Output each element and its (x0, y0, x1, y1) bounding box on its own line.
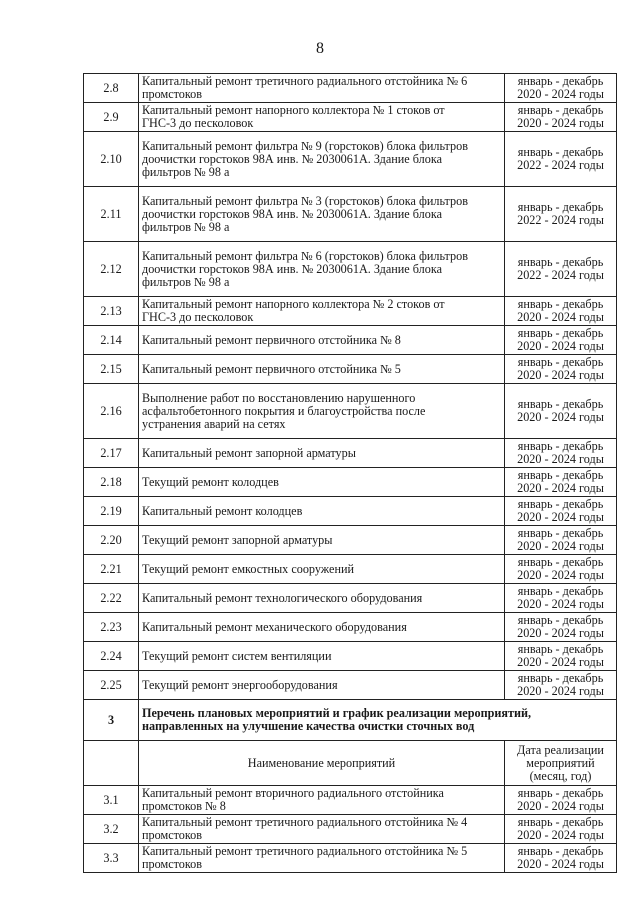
row-number: 2.11 (84, 187, 139, 242)
implementation-date (505, 242, 617, 297)
measure-name-line: Капитальный ремонт фильтра № 6 (горстоков) блока фильтров (142, 248, 468, 263)
measure-name-line: доочистки горстоков 98А инв. № 2030061А. Здание блока (142, 206, 442, 221)
implementation-date-line: 2022 - 2024 годы (517, 213, 604, 227)
implementation-date-line: январь - декабрь (517, 815, 604, 829)
table-row (84, 326, 617, 355)
implementation-date-line: 2020 - 2024 годы (517, 857, 604, 871)
implementation-date-line: 2020 - 2024 годы (517, 597, 604, 611)
implementation-date (505, 326, 617, 355)
implementation-date (505, 355, 617, 384)
implementation-date-line: январь - декабрь (517, 397, 604, 411)
row-number: 2.18 (84, 468, 139, 497)
measure-name-line: Капитальный ремонт технологического оборудования (142, 590, 423, 605)
measure-name (139, 297, 505, 326)
implementation-date (505, 132, 617, 187)
row-number: 2.19 (84, 497, 139, 526)
measure-name (139, 326, 505, 355)
measure-name-line: фильтров № 98 а (142, 274, 230, 289)
row-number: 2.9 (84, 103, 139, 132)
implementation-date-line: 2020 - 2024 годы (517, 655, 604, 669)
table-row (84, 815, 617, 844)
table-row (84, 355, 617, 384)
row-number: 2.21 (84, 555, 139, 584)
measure-name-line: Текущий ремонт систем вентиляции (142, 648, 332, 663)
row-number: 2.13 (84, 297, 139, 326)
table-row (84, 439, 617, 468)
measure-name (139, 468, 505, 497)
implementation-date-line: 2020 - 2024 годы (517, 828, 604, 842)
implementation-date (505, 497, 617, 526)
implementation-date-line: январь - декабрь (517, 786, 604, 800)
row-number: 2.8 (84, 74, 139, 103)
measure-name-line: Капитальный ремонт первичного отстойника № 8 (142, 332, 401, 347)
table-row (84, 555, 617, 584)
implementation-date (505, 815, 617, 844)
measure-name (139, 815, 505, 844)
measure-name-line: Капитальный ремонт третичного радиального отстойника № 5 (142, 844, 468, 858)
implementation-date-line: 2020 - 2024 годы (517, 684, 604, 698)
measure-name-line: Капитальный ремонт фильтра № 3 (горстоков) блока фильтров (142, 193, 468, 208)
measure-name-line: Капитальный ремонт напорного коллектора № 1 стоков от (142, 103, 445, 117)
measure-name-line: ГНС-3 до песколовок (142, 116, 254, 130)
row-number: 2.24 (84, 642, 139, 671)
column-header-date-line: мероприятий (526, 755, 595, 770)
implementation-date-line: январь - декабрь (517, 297, 604, 311)
measure-name-line: Капитальный ремонт механического оборудования (142, 619, 407, 634)
row-number: 2.15 (84, 355, 139, 384)
implementation-date-line: январь - декабрь (517, 844, 604, 858)
implementation-date-line: 2020 - 2024 годы (517, 568, 604, 582)
implementation-date (505, 555, 617, 584)
measure-name-line: Текущий ремонт емкостных сооружений (142, 561, 355, 576)
measure-name-line: промстоков (142, 828, 203, 842)
implementation-date-line: 2020 - 2024 годы (517, 339, 604, 353)
implementation-date-line: 2020 - 2024 годы (517, 452, 604, 466)
measure-name (139, 384, 505, 439)
measure-name (139, 555, 505, 584)
implementation-date-line: 2020 - 2024 годы (517, 539, 604, 553)
implementation-date (505, 526, 617, 555)
measure-name-line: Текущий ремонт энергооборудования (142, 677, 338, 692)
measure-name (139, 671, 505, 700)
measure-name-line: Капитальный ремонт первичного отстойника № 5 (142, 361, 401, 376)
implementation-date-line: 2020 - 2024 годы (517, 410, 604, 424)
table-row (84, 613, 617, 642)
implementation-date (505, 103, 617, 132)
row-number: 2.14 (84, 326, 139, 355)
table-row (84, 74, 617, 103)
measure-name-line: Капитальный ремонт колодцев (142, 503, 303, 518)
row-number: 3.1 (84, 786, 139, 815)
implementation-date (505, 613, 617, 642)
column-header-date-line: (месяц, год) (529, 768, 592, 783)
section-title-line: Перечень плановых мероприятий и график реализации мероприятий, (142, 706, 532, 720)
measure-name-line: Капитальный ремонт вторичного радиального отстойника (142, 786, 444, 800)
measure-name-line: Текущий ремонт запорной арматуры (142, 532, 333, 547)
measure-name-line: Капитальный ремонт третичного радиального отстойника № 6 (142, 74, 468, 88)
measure-name (139, 242, 505, 297)
implementation-date-line: 2020 - 2024 годы (517, 310, 604, 324)
implementation-date-line: январь - декабрь (517, 74, 604, 88)
row-number: 2.10 (84, 132, 139, 187)
implementation-date-line: январь - декабрь (517, 468, 604, 482)
measure-name-line: устранения аварий на сетях (142, 416, 286, 431)
measure-name (139, 74, 505, 103)
column-header-name: Наименование мероприятий (139, 741, 505, 786)
measure-name-line: промстоков (142, 87, 203, 101)
implementation-date (505, 384, 617, 439)
column-header-date (505, 741, 617, 786)
measure-name-line: фильтров № 98 а (142, 219, 230, 234)
implementation-date-line: январь - декабрь (517, 584, 604, 598)
table-row (84, 671, 617, 700)
row-number: 2.23 (84, 613, 139, 642)
implementation-date-line: 2020 - 2024 годы (517, 799, 604, 813)
measure-name-line: фильтров № 98 а (142, 164, 230, 179)
section-heading-row (84, 700, 617, 741)
column-header-date-line: Дата реализации (517, 742, 604, 757)
implementation-date (505, 642, 617, 671)
implementation-date-line: январь - декабрь (517, 355, 604, 369)
table-row (84, 786, 617, 815)
section-number: 3 (84, 700, 139, 741)
section-3-block (84, 700, 617, 786)
measure-name (139, 526, 505, 555)
page-number: 8 (316, 40, 324, 57)
implementation-date-line: 2020 - 2024 годы (517, 481, 604, 495)
implementation-date (505, 786, 617, 815)
implementation-date (505, 468, 617, 497)
row-number: 3.3 (84, 844, 139, 873)
table-row (84, 642, 617, 671)
measure-name-line: Капитальный ремонт напорного коллектора № 2 стоков от (142, 297, 445, 311)
table-row (84, 497, 617, 526)
implementation-date (505, 671, 617, 700)
row-number: 2.16 (84, 384, 139, 439)
implementation-date (505, 297, 617, 326)
row-number: 2.25 (84, 671, 139, 700)
implementation-date (505, 187, 617, 242)
section-title-line: направленных на улучшение качества очистки сточных вод (142, 719, 475, 733)
implementation-date-line: январь - декабрь (517, 526, 604, 540)
row-number: 3.2 (84, 815, 139, 844)
implementation-date (505, 74, 617, 103)
measure-name (139, 439, 505, 468)
measure-name (139, 844, 505, 873)
table-row (84, 468, 617, 497)
measure-name (139, 497, 505, 526)
row-number: 2.22 (84, 584, 139, 613)
measure-name (139, 584, 505, 613)
implementation-date-line: 2020 - 2024 годы (517, 368, 604, 382)
table-row (84, 526, 617, 555)
table-row (84, 242, 617, 297)
implementation-date-line: январь - декабрь (517, 200, 604, 214)
implementation-date-line: январь - декабрь (517, 671, 604, 685)
implementation-date-line: январь - декабрь (517, 326, 604, 340)
measure-name-line: Капитальный ремонт запорной арматуры (142, 445, 356, 460)
measure-name-line: промстоков № 8 (142, 799, 226, 813)
implementation-date-line: 2022 - 2024 годы (517, 268, 604, 282)
measure-name-line: доочистки горстоков 98А инв. № 2030061А. Здание блока (142, 261, 442, 276)
measure-name-line: Выполнение работ по восстановлению нарушенного (142, 390, 416, 405)
section-title (139, 700, 617, 741)
implementation-date-line: январь - декабрь (517, 613, 604, 627)
measure-name-line: Капитальный ремонт фильтра № 9 (горстоков) блока фильтров (142, 138, 468, 153)
row-number: 2.17 (84, 439, 139, 468)
table-row (84, 584, 617, 613)
measure-name (139, 103, 505, 132)
table-body-section-3 (84, 786, 617, 873)
measure-name-line: асфальтобетонного покрытия и благоустройства после (142, 403, 426, 418)
measure-name (139, 642, 505, 671)
table-row (84, 297, 617, 326)
column-header-empty (84, 741, 139, 786)
implementation-date-line: январь - декабрь (517, 145, 604, 159)
measure-name-line: Капитальный ремонт третичного радиального отстойника № 4 (142, 815, 468, 829)
implementation-date-line: январь - декабрь (517, 103, 604, 117)
implementation-date-line: 2020 - 2024 годы (517, 116, 604, 130)
implementation-date (505, 584, 617, 613)
measure-name (139, 132, 505, 187)
implementation-date-line: январь - декабрь (517, 255, 604, 269)
measure-name (139, 786, 505, 815)
table-body-section-2 (84, 74, 617, 700)
row-number: 2.20 (84, 526, 139, 555)
row-number: 2.12 (84, 242, 139, 297)
measure-name-line: Текущий ремонт колодцев (142, 474, 279, 489)
measure-name (139, 355, 505, 384)
implementation-date-line: январь - декабрь (517, 497, 604, 511)
table-row (84, 103, 617, 132)
measure-name (139, 187, 505, 242)
implementation-date-line: 2020 - 2024 годы (517, 626, 604, 640)
table-row (84, 132, 617, 187)
implementation-date-line: январь - декабрь (517, 555, 604, 569)
measure-name (139, 613, 505, 642)
measure-name-line: доочистки горстоков 98А инв. № 2030061А. Здание блока (142, 151, 442, 166)
implementation-date-line: январь - декабрь (517, 642, 604, 656)
implementation-date-line: январь - декабрь (517, 439, 604, 453)
measure-name-line: промстоков (142, 857, 203, 871)
implementation-date-line: 2020 - 2024 годы (517, 510, 604, 524)
measures-table (83, 73, 617, 873)
table-row (84, 844, 617, 873)
table-row (84, 384, 617, 439)
implementation-date-line: 2022 - 2024 годы (517, 158, 604, 172)
implementation-date-line: 2020 - 2024 годы (517, 87, 604, 101)
implementation-date (505, 844, 617, 873)
implementation-date (505, 439, 617, 468)
measure-name-line: ГНС-3 до песколовок (142, 310, 254, 324)
column-header-row (84, 741, 617, 786)
table-row (84, 187, 617, 242)
